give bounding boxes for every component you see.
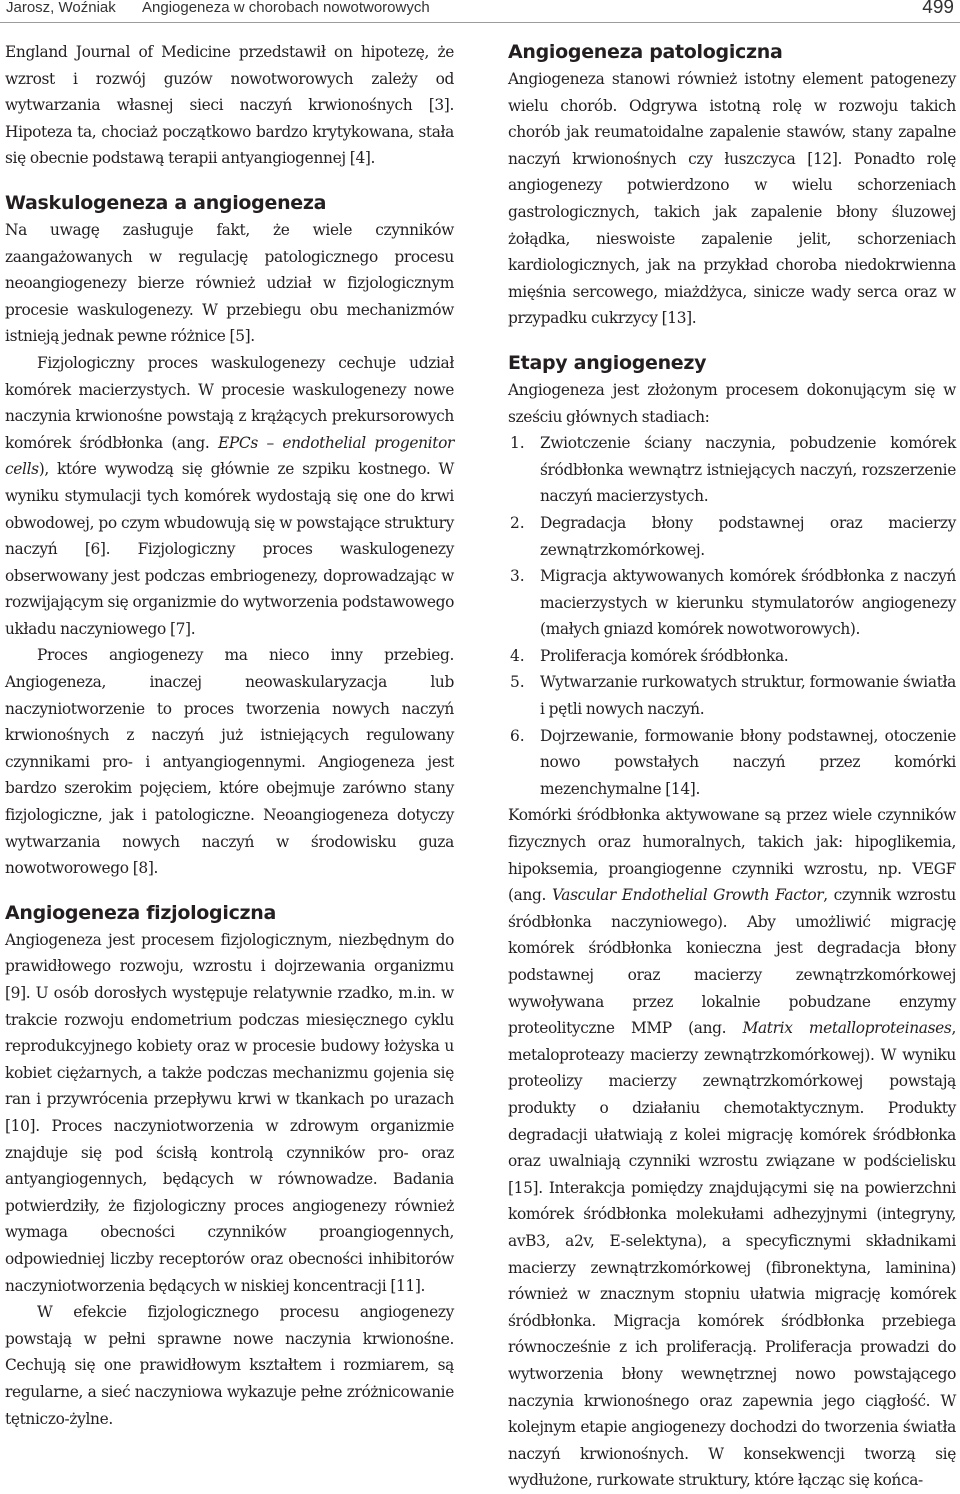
list-item: 4. Proliferacja komórek śródbłonka. [510, 646, 789, 665]
paragraph: W efekcie fizjologicznego procesu angiogenezy powstają w pełni sprawne nowe naczynia krwionośne. Cechują się one prawidłowym kształtem i rozmiarem, są regularne, a sieć naczyniowa wykazuje pełne zróżnicowanie tętniczo-żylne. [5, 1303, 454, 1428]
section-heading-etapy-angiogenezy: Etapy angiogenezy [508, 351, 707, 374]
right-column [508, 39, 956, 1494]
paragraph: Proces angiogenezy ma nieco inny przebieg. Angiogeneza, inaczej neowaskularyzacja lub naczyniotworzenie to proces tworzenia nowych naczyń krwionośnych z naczyń już istniejących regulowany czynnikami pro- i antyangiogennymi. Angiogeneza jest bardzo szerokim pojęciem, które obejmuje zarówno stany fizjologiczne, jak i patologiczne. Neoangiogeneza dotyczy wytwarzania nowych naczyń w środowisku guza nowotworowego [8]. [5, 646, 454, 878]
left-column [5, 39, 454, 1432]
section-heading-waskulogeneza: Waskulogeneza a angiogeneza [5, 191, 327, 214]
paragraph: Na uwagę zasługuje fakt, że wiele czynników zaangażowanych w regulację patologicznego procesu neoangiogenezy bierze również udział w fizjologicznym procesie waskulogenezy. W przebiegu obu mechanizmów istnieją jednak pewne różnice [5]. [5, 220, 454, 346]
paragraph: Angiogeneza jest złożonym procesem dokonującym się w sześciu głównych stadiach: [508, 380, 956, 426]
header-divider [0, 22, 960, 23]
paragraph: Komórki śródbłonka aktywowane są przez wiele czynników fizycznych oraz humoralnych, takich jak: hipoglikemia, hipoksemia, proangiogenne czynniki wzrostu, np. VEGF (ang. Vascular Endothelial Growth Factor, czynnik wzrostu śródbłonka naczyniowego). Aby umożliwić migrację komórek śródbłonka konieczna jest degradacja błony podstawnej oraz macierzy zewnątrzkomórkowej wywoływana przez lokalnie pobudzane enzymy proteolityczne MMP (ang. Matrix metalloproteinases, metaloproteazy macierzy zewnątrzkomórkowej). W wyniku proteolizy macierzy zewnątrzkomórkowej powstają produkty o działaniu chemotaktycznym. Produkty degradacji ułatwiają z kolei migrację komórek śródbłonka oraz uwalniają czynniki wzrostu związane w podścielisku [15]. Interakcja pomiędzy znajdującymi się na powierzchni komórek śródbłonka molekułami adhezyjnymi (integryny, avB3, a2v, E-selektyna), a specyficznymi składnikami macierzy zewnątrzkomórkowej (fibronektyna, laminina) również w znacznym stopniu ułatwia migrację komórek śródbłonka. Migracja komórek śródbłonka przebiega równocześnie z ich proliferacją. Proliferacja prowadzi do wytworzenia błony wewnętrznej nowo powstającego naczynia krwionośnego oraz zapewnia jego ciągłość. W kolejnym etapie angiogenezy dochodzi do tworzenia światła naczyń krwionośnych. W konsekwencji tworzą się wydłużone, rurkowate struktury, które łącząc się końca- [508, 806, 956, 1490]
list-item: 2. Degradacja błony podstawnej oraz macierzy zewnątrzkomórkowej. [510, 513, 956, 559]
paragraph: Angiogeneza stanowi również istotny element patogenezy wielu chorób. Odgrywa istotną rolę w rozwoju takich chorób jak reumatoidalne zapalenie stawów, stany zapalne naczyń krwionośnych czy łuszczyca [12]. Ponadto rolę angiogenezy potwierdzono w wielu schorzeniach gastrologicznych, takich jak zapalenie błony śluzowej żołądka, nieswoiste zapalenie jelit, schorzeniach kardiologicznych, jak na przykład choroba niedokrwienna mięśnia sercowego, miażdżyca, sinicze wady serca oraz w przypadku cukrzycy [13]. [508, 70, 956, 328]
section-heading-angiogeneza-patologiczna: Angiogeneza patologiczna [508, 41, 783, 63]
paragraph: Angiogeneza jest procesem fizjologicznym, niezbędnym do prawidłowego rozwoju, wzrostu i dojrzewania organizmu [9]. U osób dorosłych występuje relatywnie rzadko, m.in. w trakcie rozwoju endometrium podczas miesięcznego cyklu reprodukcyjnego kobiety oraz w procesie budowy łożyska u kobiet ciężarnych, a także podczas mechanizmu gojenia się ran i przywrócenia przepływu krwi w tkankach po urazach [10]. Proces naczyniotworzenia w zdrowym organizmie znajduje się pod ścisłą kontrolą czynników pro- oraz antyangiogennych, będących w równowadze. Badania potwierdziły, że fizjologiczny proces angiogenezy również wymaga obecności czynników proangiogennych, odpowiedniej liczby receptorów oraz obecności inhibitorów naczyniotworzenia będących w niskiej koncentracji [11]. [5, 930, 454, 1295]
paragraph: England Journal of Medicine przedstawił on hipotezę, że wzrost i rozwój guzów nowotworowych zależy od wytwarzania własnej sieci naczyń krwionośnych [3]. Hipoteza ta, chociaż początkowo bardzo krytykowana, stała się obecnie podstawą terapii antyangiogennej [4]. [5, 43, 454, 168]
header-running-title: Angiogeneza w chorobach nowotworowych [142, 0, 430, 16]
paragraph: Fizjologiczny proces waskulogenezy cechuje udział komórek macierzystych. W procesie waskulogenezy nowe naczynia krwionośne powstają z krążących prekursorowych komórek śródbłonka (ang. EPCs – endothelial progenitor cells), które wywodzą się głównie ze szpiku kostnego. W wyniku stymulacji tych komórek wydostają się one do krwi obwodowej, po czym wbudowują się w powstające struktury naczyń [6]. Fizjologiczny proces waskulogenezy obserwowany jest podczas embriogenezy, doprowadzając w rozwijającym się organizmie do wytworzenia podstawowego układu naczyniowego [7]. [5, 353, 454, 638]
list-item: 6. Dojrzewanie, formowanie błony podstawnej, otoczenie nowo powstałych naczyń przez komórki mezenchymalne [14]. [510, 726, 956, 798]
header-authors: Jarosz, Woźniak [6, 0, 116, 16]
page-number: 499 [922, 0, 954, 18]
list-item: 3. Migracja aktywowanych komórek śródbłonka z naczyń macierzystych w kierunku stymulatorów angiogenezy (małych gniazd komórek nowotworowych). [510, 567, 956, 639]
section-heading-angiogeneza-fizjologiczna: Angiogeneza fizjologiczna [5, 901, 277, 924]
running-header [0, 0, 960, 22]
stages-list [508, 430, 956, 802]
list-item: 5. Wytwarzanie rurkowatych struktur, formowanie światła i pętli nowych naczyń. [510, 673, 956, 719]
list-item: 1. Zwiotczenie ściany naczynia, pobudzenie komórek śródbłonka wewnątrz istniejących naczyń, rozszerzenie naczyń macierzystych. [510, 434, 956, 506]
